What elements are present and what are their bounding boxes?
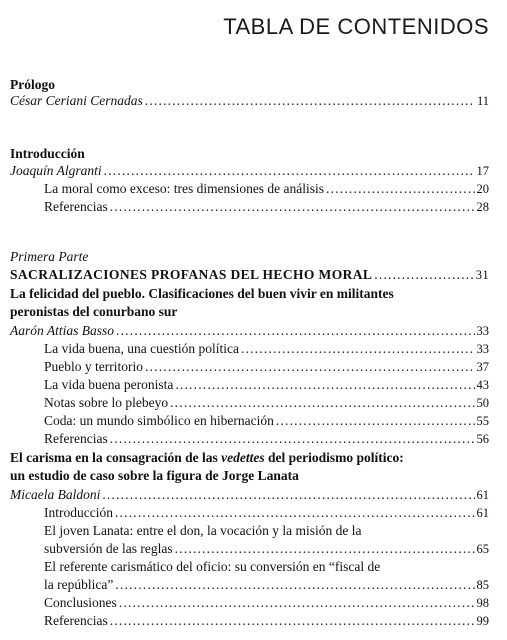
page-number: 20 [476, 182, 489, 196]
author-name: Joaquín Algranti [10, 163, 102, 178]
entry-label: La moral como exceso: tres dimensiones de análisis [44, 181, 325, 196]
chapter-title-line: La felicidad del pueblo. Clasificaciones del buen vivir en militantes [10, 286, 394, 301]
leader-dots [276, 413, 475, 429]
toc-entry[interactable] [44, 377, 489, 395]
entry-label: la república” [44, 577, 114, 592]
entry-label: Conclusiones [44, 595, 117, 610]
toc-entry-line[interactable]: El referente carismático del oficio: su conversión en “fiscal de [44, 559, 381, 574]
toc-entry[interactable] [44, 613, 489, 631]
page-number: 99 [476, 614, 489, 628]
toc-entry-line[interactable]: El joven Lanata: entre el don, la vocación y la misión de la [44, 523, 362, 538]
toc-entry[interactable] [44, 181, 489, 199]
leader-dots [119, 595, 475, 611]
page-number: 17 [476, 164, 489, 178]
toc-entry[interactable] [44, 431, 489, 449]
entry-label: subversión de las reglas [44, 541, 173, 556]
page-number: 31 [475, 268, 489, 282]
leader-dots [241, 341, 475, 357]
chapter-title-line: peronistas del conurbano sur [10, 304, 178, 319]
chapter-title-part: El carisma en la consagración de las [10, 450, 222, 465]
entry-label: La vida buena peronista [44, 377, 174, 392]
entry-label: Referencias [44, 199, 108, 214]
toc-entry[interactable] [44, 505, 489, 523]
toc-entry-prologo-author[interactable] [10, 93, 489, 111]
toc-entry[interactable] [44, 199, 489, 217]
chapter-title [10, 449, 404, 485]
toc-entry[interactable] [44, 341, 489, 359]
leader-dots [115, 577, 474, 593]
page-number: 33 [476, 324, 489, 338]
page-title: TABLA DE CONTENIDOS [223, 14, 489, 39]
chapter-title-line: un estudio de caso sobre la figura de Jorge Lanata [10, 468, 299, 483]
page-number: 61 [476, 488, 489, 502]
entry-label: Coda: un mundo simbólico en hibernación [44, 413, 274, 428]
author-name: César Ceriani Cernadas [10, 93, 143, 108]
entry-label: Introducción [44, 505, 113, 520]
entry-label: Referencias [44, 431, 108, 446]
entry-label: Pueblo y territorio [44, 359, 143, 374]
page-number: 37 [476, 360, 489, 374]
page-number: 98 [476, 596, 489, 610]
leader-dots [145, 359, 475, 375]
leader-dots [326, 181, 474, 197]
part-label: Primera Parte [10, 249, 89, 264]
leader-dots [145, 93, 475, 109]
leader-dots [374, 267, 473, 283]
page-number: 43 [476, 378, 489, 392]
leader-dots [102, 487, 474, 503]
page-number: 11 [476, 94, 489, 108]
toc-entry[interactable] [44, 413, 489, 431]
page-number: 61 [476, 506, 489, 520]
toc-entry-chapter2-author[interactable] [10, 487, 489, 505]
author-name: Aarón Attias Basso [10, 323, 115, 338]
chapter-title-line [10, 449, 404, 467]
leader-dots [175, 541, 475, 557]
entry-label: Referencias [44, 613, 108, 628]
page-number: 28 [476, 200, 489, 214]
page-number: 33 [476, 342, 489, 356]
toc-entry[interactable] [44, 359, 489, 377]
leader-dots [175, 377, 474, 393]
leader-dots [115, 505, 475, 521]
page-number: 56 [476, 432, 489, 446]
toc-entry[interactable] [44, 595, 489, 613]
leader-dots [170, 395, 474, 411]
page-number: 65 [476, 542, 489, 556]
leader-dots [116, 323, 474, 339]
toc-entry-chapter1-author[interactable] [10, 323, 489, 341]
entry-label: La vida buena, una cuestión política [44, 341, 239, 356]
toc-entry[interactable] [44, 577, 489, 595]
leader-dots [104, 163, 475, 179]
toc-entry[interactable] [44, 541, 489, 559]
toc-entry-introduccion-author[interactable] [10, 163, 489, 181]
section-heading-introduccion: Introducción [10, 146, 85, 161]
leader-dots [110, 199, 475, 215]
author-name: Micaela Baldoni [10, 487, 101, 502]
chapter-title-italic: vedettes [221, 450, 265, 465]
chapter-title [10, 285, 394, 321]
chapter-title-part: del periodismo político: [264, 450, 404, 465]
leader-dots [110, 613, 475, 629]
part-title: SACRALIZACIONES PROFANAS DEL HECHO MORAL [10, 267, 373, 282]
toc-entry-part-title[interactable] [10, 267, 489, 285]
leader-dots [110, 431, 475, 447]
page-number: 55 [476, 414, 489, 428]
section-heading-prologo: Prólogo [10, 77, 55, 92]
entry-label: Notas sobre lo plebeyo [44, 395, 169, 410]
page-number: 50 [476, 396, 489, 410]
toc-entry[interactable] [44, 395, 489, 413]
page-number: 85 [476, 578, 489, 592]
